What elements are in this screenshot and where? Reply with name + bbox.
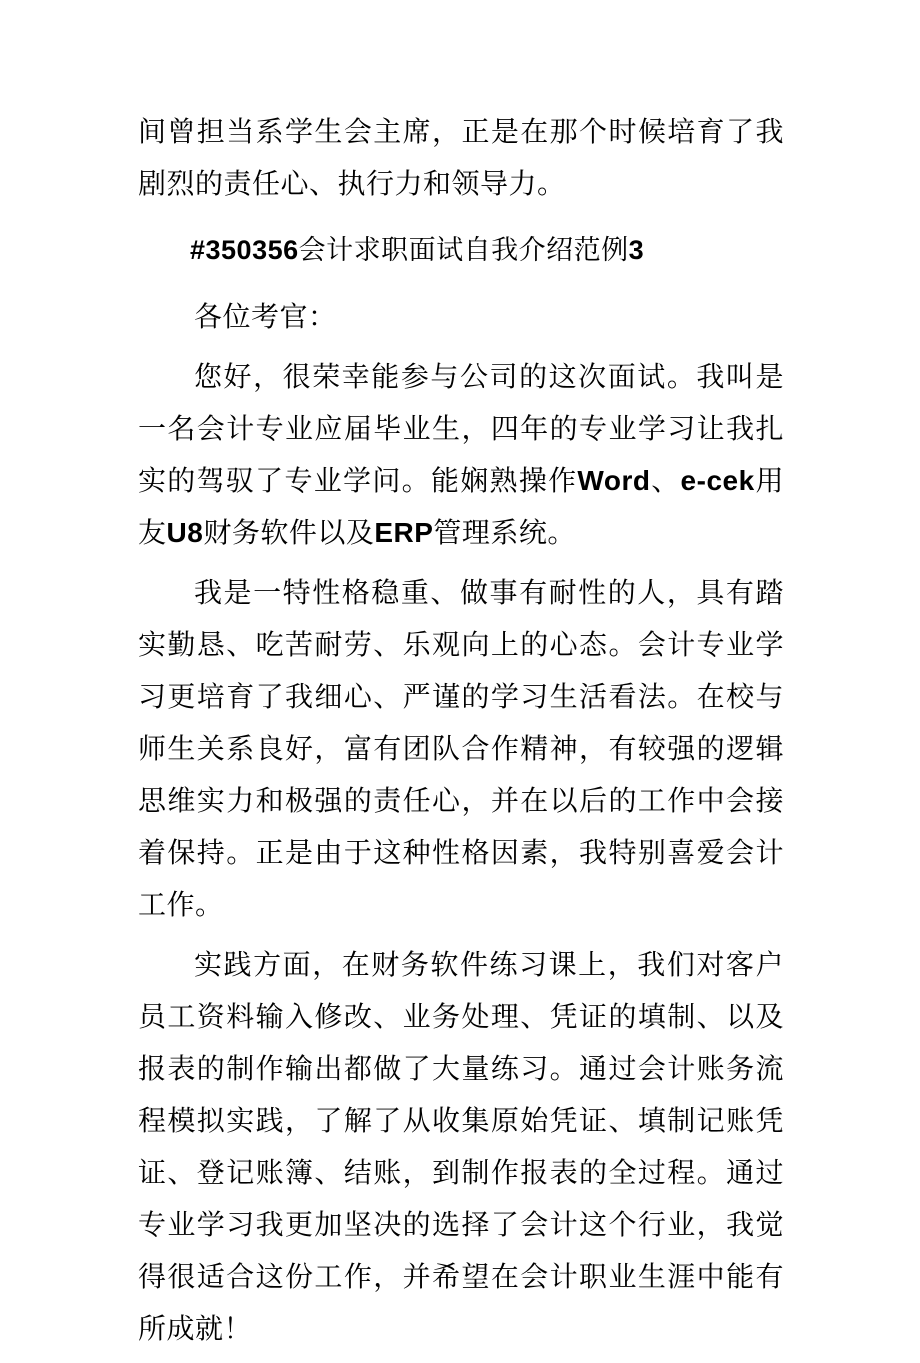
heading-text: 会计求职面试自我介绍范例 bbox=[298, 235, 629, 266]
salutation: 各位考官： bbox=[194, 300, 337, 333]
section-heading bbox=[138, 224, 784, 277]
term-separator: 、 bbox=[650, 464, 681, 497]
heading-number: #350356 bbox=[190, 235, 299, 265]
paragraph-greeting-part-c: 财务软件以及 bbox=[203, 516, 375, 549]
paragraph-greeting-part-a: 您好，很荣幸能参与公司的这次面试。我叫是一名会计专业应届毕业生，四年的专业学习让我扎实的驾驭了专业学问。能娴熟操作 bbox=[138, 360, 784, 497]
paragraph-personality: 我是一特性格稳重、做事有耐性的人，具有踏实勤恳、吃苦耐劳、乐观向上的心态。会计专业学习更培育了我细心、严谨的学习生活看法。在校与师生关系良好，富有团队合作精神，有较强的逻辑思维实力和极强的责任心，并在以后的工作中会接着保持。正是由于这种性格因素，我特别喜爱会计工作。 bbox=[138, 576, 784, 921]
term-e-cek: e-cek bbox=[680, 465, 755, 496]
term-erp: ERP bbox=[374, 517, 434, 548]
term-word: Word bbox=[577, 465, 651, 496]
document-page bbox=[138, 106, 784, 1363]
term-u8: U8 bbox=[166, 517, 204, 548]
intro-paragraph: 间曾担当系学生会主席，正是在那个时候培育了我剧烈的责任心、执行力和领导力。 bbox=[138, 115, 784, 200]
paragraph-practice: 实践方面，在财务软件练习课上，我们对客户员工资料输入修改、业务处理、凭证的填制、以及报表的制作输出都做了大量练习。通过会计账务流程模拟实践，了解了从收集原始凭证、填制记账凭证、登记账簿、结账，到制作报表的全过程。通过专业学习我更加坚决的选择了会计这个行业，我觉得很适合这份工作，并希望在会计职业生涯中能有所成就！ bbox=[138, 948, 784, 1345]
paragraph-greeting-part-d: 管理系统。 bbox=[433, 516, 576, 549]
paragraph-greeting bbox=[138, 351, 784, 559]
heading-index: 3 bbox=[628, 235, 645, 265]
paragraph-greeting-part-b: 用友 bbox=[138, 464, 784, 549]
